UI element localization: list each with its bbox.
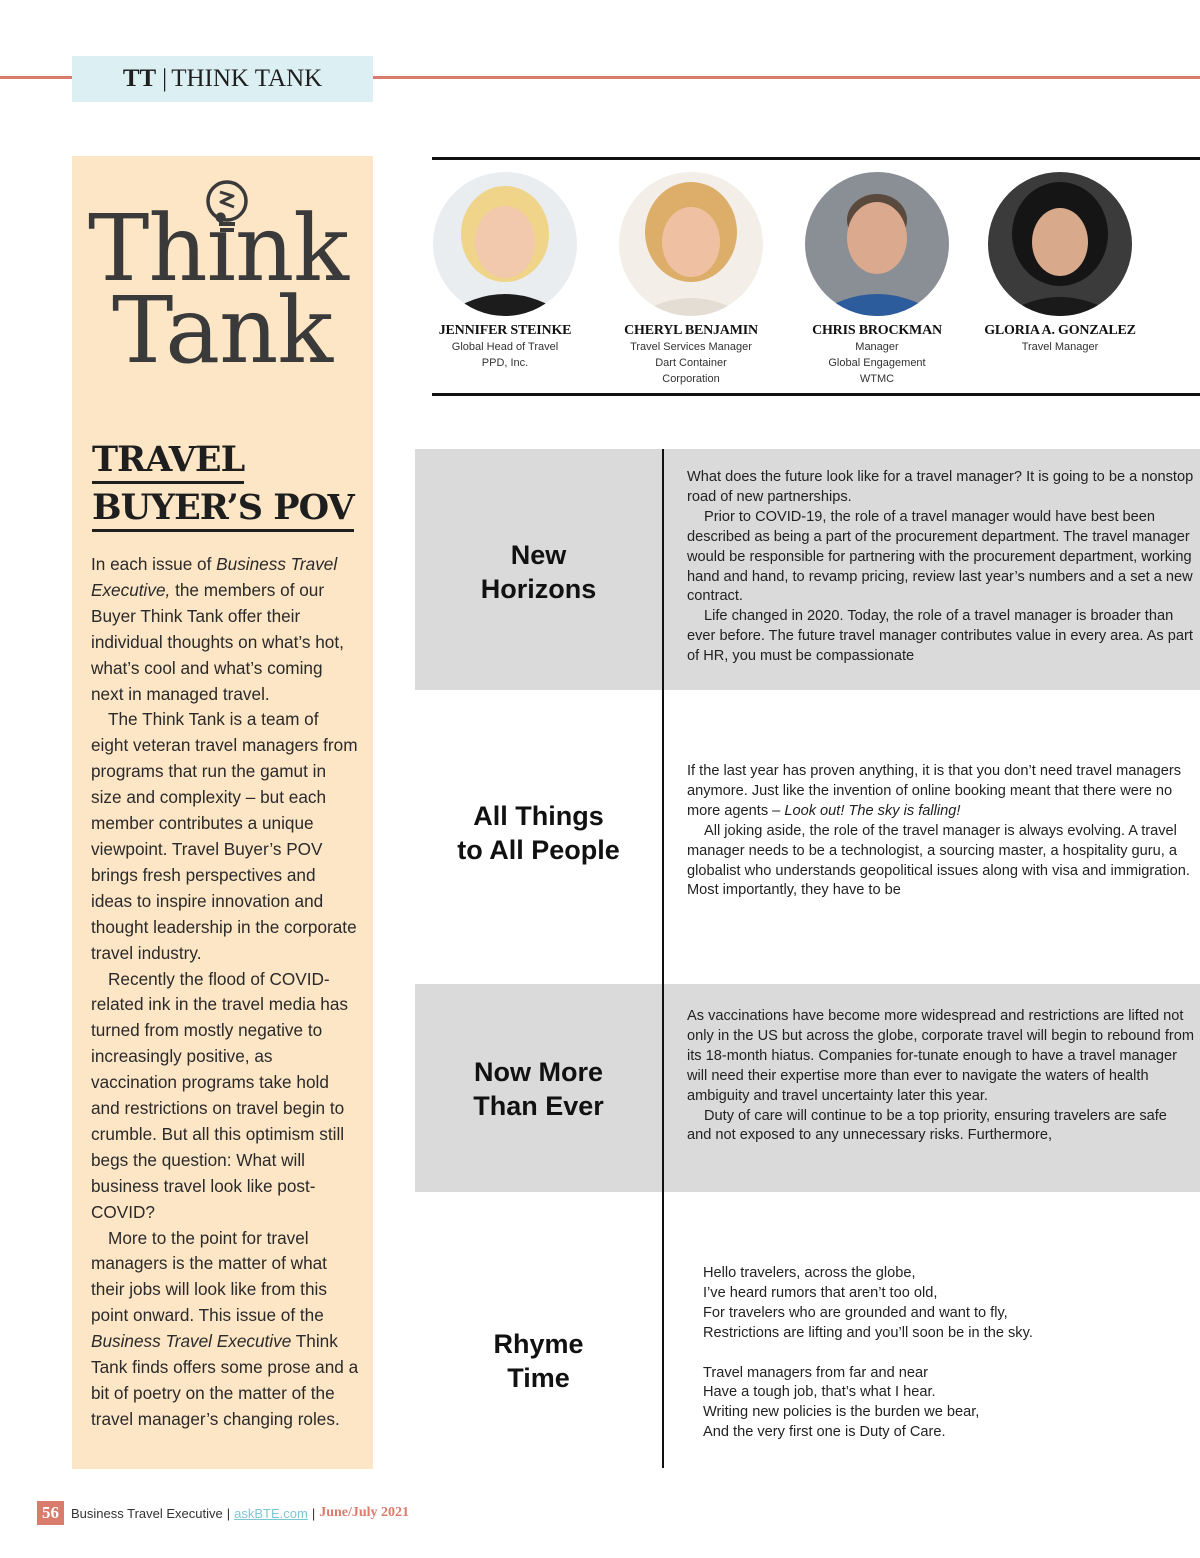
poem-line: Have a tough job, that’s what I hear. — [703, 1384, 936, 1401]
page-number: 56 — [37, 1501, 64, 1525]
member-role-line: PPD, Inc. — [481, 357, 529, 369]
intro-p4-text-end: Think Tank finds offers some prose and a bit of poetry on the matter of the travel manager’s changing roles. — [91, 1331, 359, 1429]
poem-line: For travelers who are grounded and want to fly, — [703, 1304, 1008, 1321]
member-card — [974, 172, 1146, 355]
row-paragraph: All joking aside, the role of the travel manager is always evolving. A travel manager needs to be a technologist, a sourcing master, a hospitality guru, a globalist who understands geopolitical issues along with visa and immigration. Most importantly, they have to be — [687, 822, 1190, 899]
header-rule-left — [0, 76, 72, 79]
logo-word-think: Think — [88, 195, 349, 302]
row-text — [687, 1007, 1195, 1146]
member-role — [791, 339, 963, 387]
intro-p1-publication: Business Travel Executive, — [91, 554, 338, 600]
intro-paragraph — [91, 1226, 359, 1433]
section-title-line2: BUYER’S POV — [92, 487, 354, 532]
member-role-line: Corporation — [662, 373, 720, 385]
members-rule-top — [432, 157, 1200, 160]
page-footer — [37, 1501, 409, 1525]
intro-p1-text: In each issue of — [91, 554, 217, 574]
member-name: CHERYL BENJAMIN — [624, 323, 758, 338]
header-rule-right — [373, 76, 1200, 79]
member-name: CHRIS BROCKMAN — [812, 323, 942, 338]
member-role — [605, 339, 777, 387]
footer-separator: | — [226, 1505, 231, 1521]
intro-p4-publication: Business Travel Executive — [91, 1331, 292, 1352]
member-name: JENNIFER STEINKE — [438, 323, 572, 338]
intro-p4-text: More to the point for travel managers is the matter of what their jobs will look like from this point onward. This issue of the — [91, 1227, 327, 1326]
row-paragraph: As vaccinations have become more widespread and restrictions are lifted not only in the US but across the globe, corporate travel will begin to rebound from its 18-month hiatus. Companies for-tunate enough to have a travel manager will need their expertise more than ever to navigate the waters of health ambiguity and travel uncertainty later this year. — [687, 1008, 1195, 1104]
member-role — [974, 339, 1146, 355]
member-photo — [433, 172, 577, 316]
row-title-line: to All People — [457, 835, 620, 865]
publication-name: Business Travel Executive — [71, 1505, 223, 1521]
poem-stanza — [703, 1364, 1183, 1444]
member-photo — [805, 172, 949, 316]
row-paragraph-text: If the last year has proven anything, it is that you don’t need travel managers anymore. Just like the invention of online booking meant that there were no more agents – — [687, 763, 1182, 819]
row-title-line: Time — [507, 1363, 570, 1393]
poem-line: And the very first one is Duty of Care. — [703, 1424, 946, 1441]
footer-separator: | — [311, 1505, 316, 1521]
intro-paragraph — [91, 552, 359, 707]
column-divider — [662, 449, 664, 1468]
row-title-line: Horizons — [480, 574, 597, 604]
poem — [703, 1264, 1183, 1463]
section-title-line1: TRAVEL — [92, 439, 244, 484]
sidebar — [72, 156, 373, 1469]
poem-line: Restrictions are lifting and you’ll soon be in the sky. — [703, 1324, 1033, 1341]
row-title — [415, 1055, 662, 1123]
issue-date: June/July 2021 — [319, 1505, 410, 1520]
row-title-line: Than Ever — [473, 1091, 604, 1121]
section-tab-abbrev: TT — [122, 65, 157, 92]
member-card — [419, 172, 591, 371]
member-role-line: WTMC — [859, 373, 895, 385]
intro-paragraph: The Think Tank is a team of eight veteran travel managers from programs that run the gamut in size and complexity – but each member contributes a unique viewpoint. Travel Buyer’s POV brings fresh perspectives and ideas to inspire innovation and thought leadership in the corporate travel industry. — [91, 709, 358, 963]
member-photo — [988, 172, 1132, 316]
member-role-line: Travel Manager — [1021, 341, 1099, 353]
poem-line: I’ve heard rumors that aren’t too old, — [703, 1284, 938, 1301]
logo-word-tank: Tank — [112, 277, 333, 384]
member-photo — [619, 172, 763, 316]
section-title — [92, 436, 362, 532]
poem-line: Hello travelers, across the globe, — [703, 1265, 916, 1281]
member-role-line: Travel Services Manager — [630, 341, 752, 353]
row-paragraph — [687, 762, 1195, 822]
section-tab — [72, 56, 373, 102]
row-paragraph: What does the future look like for a travel manager? It is going to be a nonstop road of new partnerships. — [687, 469, 1194, 505]
poem-line: Travel managers from far and near — [703, 1364, 928, 1381]
poem-line: Writing new policies is the burden we bear, — [703, 1404, 980, 1421]
row-title — [415, 1327, 662, 1395]
member-card — [605, 172, 777, 387]
response-row-all-things — [415, 690, 1200, 984]
member-card — [791, 172, 963, 387]
response-row-now-more — [415, 984, 1200, 1192]
response-row-rhyme-time — [415, 1192, 1200, 1468]
row-title-line: All Things — [473, 801, 604, 831]
row-title-line: New — [510, 540, 567, 570]
member-role-line: Dart Container — [655, 357, 727, 369]
row-paragraph: Life changed in 2020. Today, the role of a travel manager is broader than ever before. The future travel manager contributes value in every area. As part of HR, you must be compassionate — [687, 608, 1193, 665]
row-title-line: Rhyme — [493, 1329, 584, 1359]
intro-text — [91, 552, 359, 1433]
member-role-line: Global Head of Travel — [451, 341, 559, 353]
website-link[interactable]: askBTE.com — [234, 1505, 308, 1521]
row-text — [687, 762, 1195, 901]
member-role-line: Manager — [855, 341, 899, 353]
member-role — [419, 339, 591, 371]
row-paragraph-emphasis: Look out! The sky is falling! — [784, 802, 961, 819]
row-text — [687, 468, 1195, 667]
section-tab-separator: | — [162, 65, 168, 92]
intro-p1-text-end: the members of our Buyer Think Tank offer their individual thoughts on what’s hot, what’s cool and what’s coming next in managed travel. — [91, 579, 344, 704]
row-title-line: Now More — [473, 1057, 603, 1087]
section-tab-label: THINK TANK — [171, 65, 323, 92]
row-title — [415, 799, 662, 867]
intro-paragraph: Recently the flood of COVID-related ink in the travel media has turned from mostly negative to increasingly positive, as vaccination programs take hold and restrictions on travel begin to crumble. But all this optimism still begs the question: What will business travel look like post-COVID? — [91, 968, 348, 1222]
poem-stanza — [703, 1264, 1183, 1344]
row-paragraph: Prior to COVID-19, the role of a travel manager would have best been described as being a part of the procurement department. The travel manager would be responsible for partnering with the procurement department, working hand and hand, to revamp pricing, review last year’s numbers and a set a new contract. — [687, 508, 1193, 605]
row-title — [415, 538, 662, 606]
member-role-line: Global Engagement — [828, 357, 926, 369]
think-tank-logo — [88, 195, 373, 384]
row-paragraph: Duty of care will continue to be a top priority, ensuring travelers are safe and not exposed to any unnecessary risks. Furthermore, — [687, 1107, 1167, 1144]
member-name: GLORIA A. GONZALEZ — [984, 323, 1136, 338]
members-rule-bottom — [432, 393, 1200, 396]
response-row-new-horizons — [415, 449, 1200, 690]
